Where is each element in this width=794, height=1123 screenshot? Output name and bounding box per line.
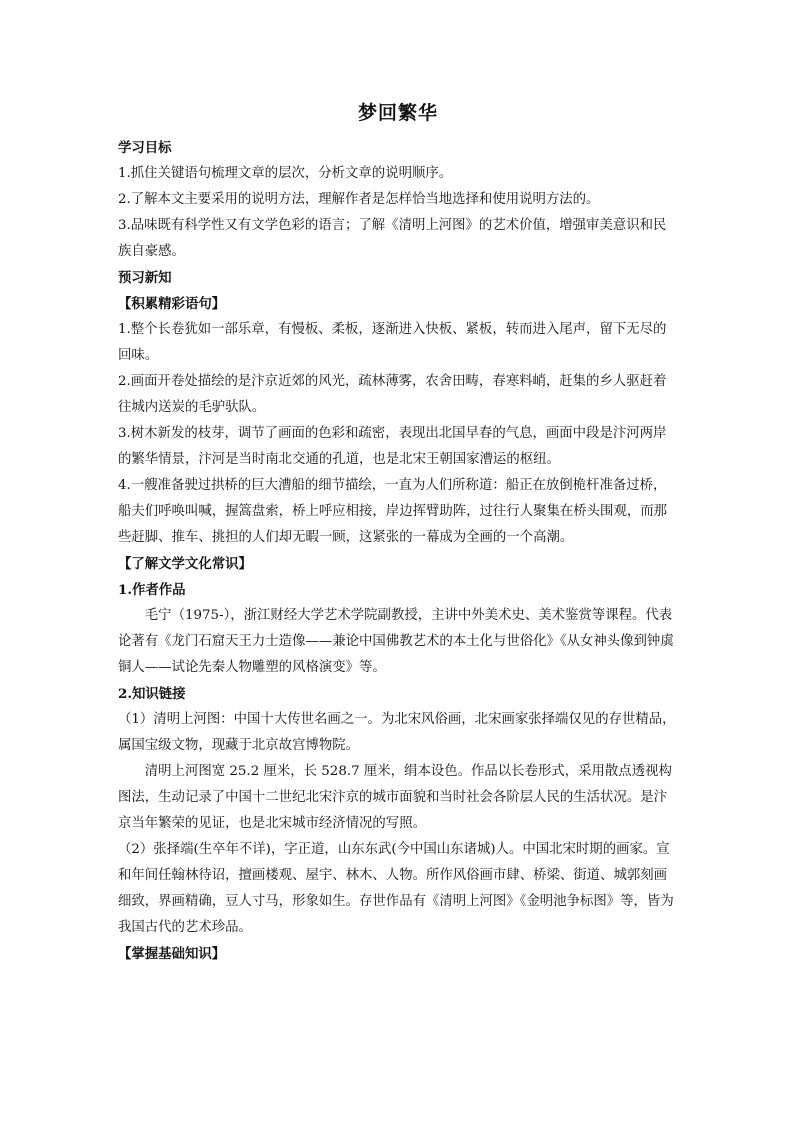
phrase-item-2: 2.画面开卷处描绘的是汴京近郊的风光，疏林薄雾，农舍田畴，春寒料峭，赶集的乡人驱赶着往城内送炭的毛驴驮队。 [118,374,667,415]
phrase-item-4: 4.一艘准备驶过拱桥的巨大漕船的细节描绘，一直为人们所称道：船正在放倒桅杆准备过桥，船夫们呼唤叫喊，握篙盘索，桥上呼应相接，岸边挥臂助阵，过往行人聚集在桥头围观，而那些赶脚、推车、挑担的人们却无暇一顾，这紧张的一幕成为全画的一个高潮。 [118,478,668,545]
phrase-item-1: 1.整个长卷犹如一部乐章，有慢板、柔板，逐渐进入快板、紧板，转而进入尾声，留下无尽的回味。 [118,322,667,363]
page-title: 梦回繁华 [357,102,438,124]
author-heading: 1.作者作品 [118,582,186,598]
goal-item-2: 2.了解本文主要采用的说明方法，理解作者是怎样恰当地选择和使用说明方法的。 [118,192,600,207]
culture-heading: 【了解文学文化常识】 [118,556,252,572]
document-page [118,98,678,967]
preview-heading: 预习新知 [118,270,172,286]
goals-heading: 学习目标 [118,140,172,156]
links-paragraph-1: （1）清明上河图：中国十大传世名画之一。为北宋风俗画，北宋画家张择端仅见的存世精品，属国宝级文物，现藏于北京故宫博物院。 [118,712,676,753]
phrases-heading: 【积累精彩语句】 [118,296,226,312]
basics-heading: 【掌握基础知识】 [118,946,226,962]
author-text: 毛宁（1975-），浙江财经大学艺术学院副教授，主讲中外美术史、美术鉴赏等课程。代表论著有《龙门石窟天王力士造像——兼论中国佛教艺术的本土化与世俗化》《从女神头像到钟虡铜人——试论先秦人物雕塑的风格演变》等。 [118,608,674,675]
goal-item-3: 3.品味既有科学性又有文学色彩的语言；了解《清明上河图》的艺术价值，增强审美意识和民族自豪感。 [118,218,667,259]
links-paragraph-2: 清明上河图宽 25.2 厘米，长 528.7 厘米，绢本设色。作品以长卷形式，采用散点透视构图法，生动记录了中国十二世纪北宋汴京的城市面貌和当时社会各阶层人民的生活状况。是汴京当年繁荣的见证，也是北宋城市经济情况的写照。 [118,764,672,831]
links-heading: 2.知识链接 [118,686,186,702]
goal-item-1: 1.抓住关键语句梳理文章的层次，分析文章的说明顺序。 [118,166,453,181]
links-paragraph-3: （2）张择端(生卒年不详)，字正道，山东东武(今中国山东诸城)人。中国北宋时期的画家。宣和年间任翰林待诏，擅画楼观、屋宇、林木、人物。所作风俗画市肆、桥梁、街道、城郭刻画细致，界画精确，豆人寸马，形象如生。存世作品有《清明上河图》《金明池争标图》等，皆为我国古代的艺术珍品。 [118,842,674,935]
phrase-item-3: 3.树木新发的枝芽，调节了画面的色彩和疏密，表现出北国早春的气息，画面中段是汴河两岸的繁华情景，汴河是当时南北交通的孔道，也是北宋王朝国家漕运的枢纽。 [118,426,667,467]
